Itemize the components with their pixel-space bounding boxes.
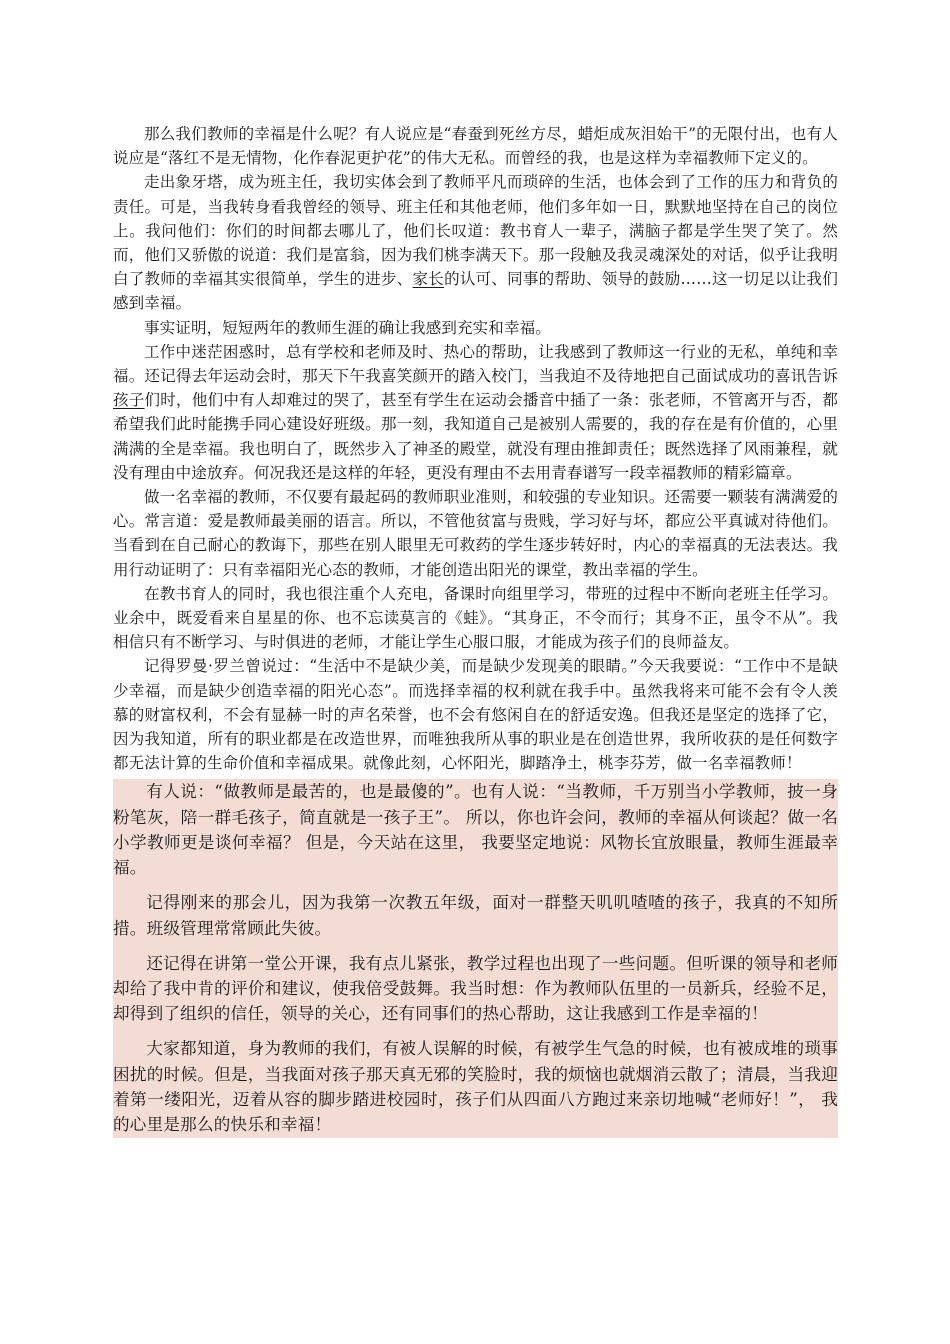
document-body	[113, 122, 838, 1138]
shaded-paragraph-4: 大家都知道，身为教师的我们，有被人误解的时候，有被学生气急的时候，也有被成堆的琐事困扰的时候。但是，当我面对孩子那天真无邪的笑脸时，我的烦恼也就烟消云散了；清晨，当我迎着第一缕阳光，迈着从容的脚步踏进校园时，孩子们从四面八方跑过来亲切地喊“老师好！”， 我的心里是那么的快乐和幸福！	[113, 1039, 838, 1134]
paragraph-2-text-b: 的认可、同事的帮助、领导的鼓励……这一切足以让我们感到幸福。	[113, 270, 838, 313]
parents-link[interactable]: 家长	[412, 270, 445, 289]
shaded-paragraph-3: 还记得在讲第一堂公开课，我有点儿紧张，教学过程也出现了一些问题。但听课的领导和老师却给了我中肯的评价和建议，使我倍受鼓舞。我当时想：作为教师队伍里的一员新兵，经验不足，却得到了组织的信任，领导的关心，还有同事们的热心帮助，这让我感到工作是幸福的！	[113, 953, 838, 1024]
paragraph-6: 在教书育人的同时，我也很注重个人充电，备课时向组里学习，带班的过程中不断向老班主任学习。业余中，既爱看来自星星的你、也不忘读莫言的《蛙》。“其身正，不令而行；其身不正，虽令不从”。我相信只有不断学习、与时俱进的老师，才能让学生心服口服，才能成为孩子们的良师益友。	[113, 584, 838, 652]
children-link[interactable]: 孩子	[113, 391, 145, 410]
shaded-paragraph-1: 有人说：“做教师是最苦的，也是最傻的”。也有人说：“当教师，千万别当小学教师，披一身粉笔灰，陪一群毛孩子，简直就是一孩子王”。 所以，你也许会问，教师的幸福从何谈起？做一名小学教师更是谈何幸福？ 但是，今天站在这里， 我要坚定地说：风物长宜放眼量，教师生涯最幸福。	[113, 782, 838, 878]
paragraph-2-text-a: 走出象牙塔，成为班主任，我切实体会到了教师平凡而琐碎的生活，也体会到了工作的压力和背负的责任。可是，当我转身看我曾经的领导、班主任和其他老师，他们多年如一日，默默地坚持在自己的岗位上。我问他们：你们的时间都去哪儿了，他们长叹道：教书育人一辈子，满脑子都是学生哭了笑了。然而，他们又骄傲的说道：我们是富翁，因为我们桃李满天下。那一段触及我灵魂深处的对话，似乎让我明白了教师的幸福其实很简单，学生的进步、	[113, 173, 838, 289]
paragraph-7: 记得罗曼·罗兰曾说过：“生活中不是缺少美，而是缺少发现美的眼睛。”今天我要说：“工作中不是缺少幸福，而是缺少创造幸福的阳光心态”。而选择幸福的权利就在我手中。虽然我将来可能不会有令人羡慕的财富权利，不会有显赫一时的声名荣誉，也不会有悠闲自在的舒适安逸。但我还是坚定的选择了它，因为我知道，所有的职业都是在改造世界，而唯独我所从事的职业是在创造世界，我所收获的是任何数字都无法计算的生命价值和幸福成果。就像此刻，心怀阳光，脚踏净土，桃李芬芳，做一名幸福教师！	[113, 657, 838, 773]
paragraph-1: 那么我们教师的幸福是什么呢？有人说应是“春蚕到死丝方尽，蜡炬成灰泪始干”的无限付出，也有人说应是“落红不是无情物，化作春泥更护花”的伟大无私。而曾经的我，也是这样为幸福教师下定义的。	[113, 125, 838, 168]
shaded-section	[113, 779, 838, 1138]
paragraph-2	[113, 170, 838, 315]
shaded-paragraph-2: 记得刚来的那会儿，因为我第一次教五年级，面对一群整天叽叽喳喳的孩子，我真的不知所措。班级管理常常顾此失彼。	[113, 893, 838, 938]
paragraph-3: 事实证明，短短两年的教师生涯的确让我感到充实和幸福。	[144, 318, 551, 337]
paragraph-4-text-a: 工作中迷茫困惑时，总有学校和老师及时、热心的帮助，让我感到了教师这一行业的无私，单纯和幸福。还记得去年运动会时，那天下午我喜笑颜开的踏入校门，当我迫不及待地把自己面试成功的喜讯告诉	[113, 342, 838, 386]
paragraph-4	[113, 340, 838, 485]
paragraph-5: 做一名幸福的教师，不仅要有最起码的教师职业准则，和较强的专业知识。还需要一颗装有满满爱的心。常言道：爱是教师最美丽的语言。所以，不管他贫富与贵贱，学习好与坏，都应公平真诚对待他们。当看到在自己耐心的教诲下，那些在别人眼里无可救药的学生逐步转好时，内心的幸福真的无法表达。我用行动证明了：只有幸福阳光心态的教师，才能创造出阳光的课堂，教出幸福的学生。	[113, 488, 838, 579]
paragraph-4-text-b: 们时，他们中有人却难过的哭了，甚至有学生在运动会播音中插了一条：张老师，不管离开与否，都希望我们此时能携手同心建设好班级。那一刻，我知道自己是被别人需要的，我的存在是有价值的，心里满满的全是幸福。我也明白了，既然步入了神圣的殿堂，就没有理由推卸责任；既然选择了风雨兼程，就没有理由中途放弃。何况我还是这样的年轻，更没有理由不去用青春谱写一段幸福教师的精彩篇章。	[113, 391, 838, 482]
